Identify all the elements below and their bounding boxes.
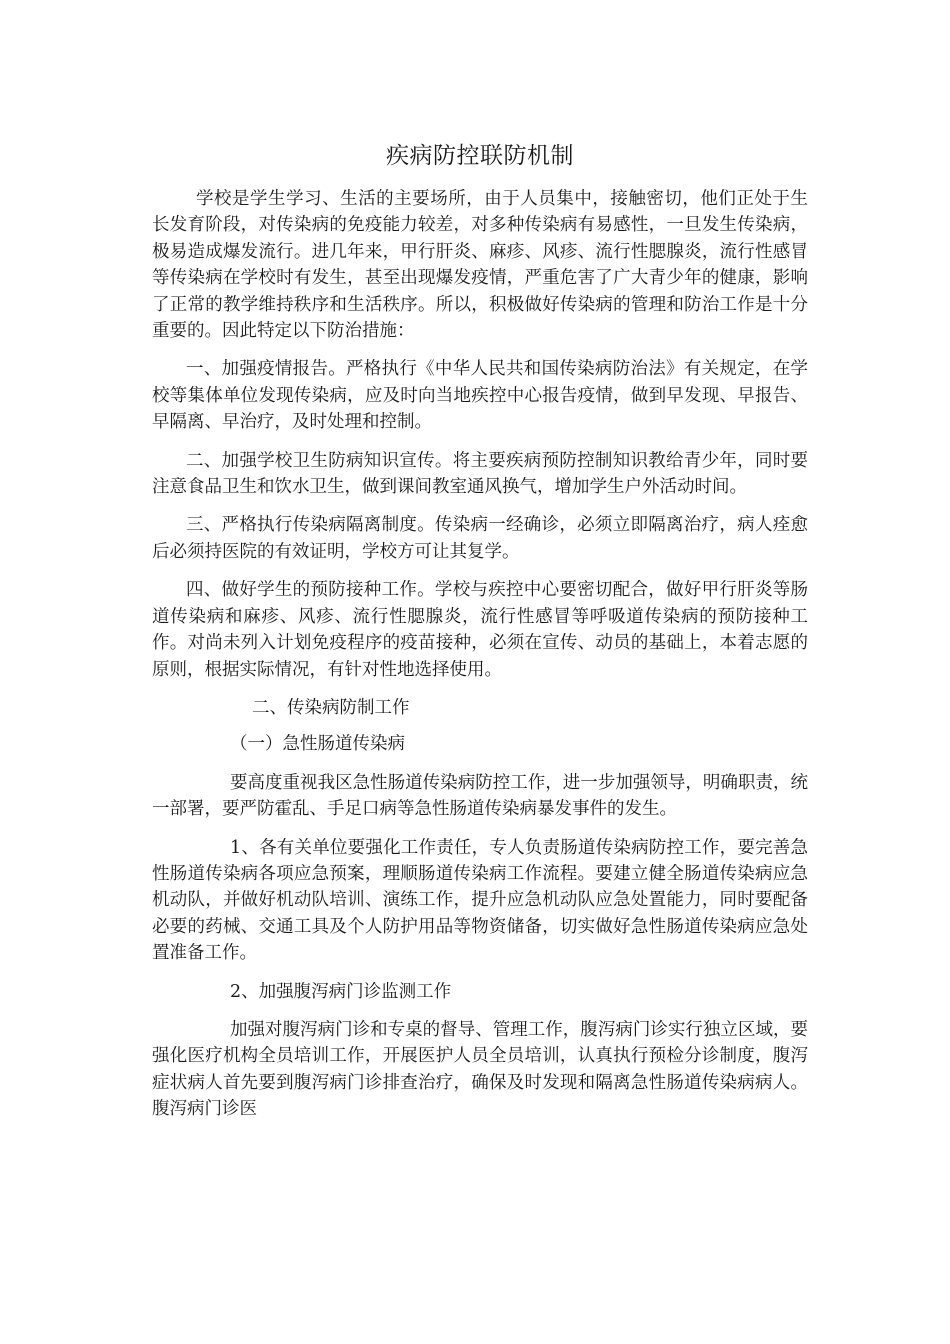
measure-4-paragraph: 四、做好学生的预防接种工作。学校与疾控中心要密切配合，做好甲行肝炎等肠道传染病和麻疹、风疹、流行性腮腺炎，流行性感冒等呼吸道传染病的预防接种工作。对尚未列入计划免疫程序的疫苗接种，必须在宣传、动员的基础上，本着志愿的原则，根据实际情况，有针对性地选择使用。: [152, 580, 808, 680]
subsection-1-heading: （一）急性肠道传染病: [230, 734, 405, 755]
measure-3-paragraph: 三、严格执行传染病隔离制度。传染病一经确诊，必须立即隔离治疗，病人痊愈后必须持医院的有效证明，学校方可让其复学。: [152, 515, 808, 562]
document-page: [152, 140, 808, 1135]
document-title: 疾病防控联防机制: [386, 143, 574, 169]
measure-1-paragraph: 一、加强疫情报告。严格执行《中华人民共和国传染病防治法》有关规定，在学校等集体单位发现传染病，应及时向当地疾控中心报告疫情，做到早发现、早报告、早隔离、早治疗，及时处理和控制。: [152, 359, 808, 433]
section-2-heading: 二、传染病防制工作: [252, 697, 410, 718]
item-2-paragraph: 加强对腹泻病门诊和专桌的督导、管理工作，腹泻病门诊实行独立区域，要强化医疗机构全员培训工作，开展医护人员全员培训，认真执行预检分诊制度，腹泻症状病人首先要到腹泻病门诊排查治疗，确保及时发现和隔离急性肠道传染病病人。腹泻病门诊医: [152, 1019, 808, 1120]
subsection-1-intro: 要高度重视我区急性肠道传染病防控工作，进一步加强领导，明确职责，统一部署，要严防霍乱、手足口病等急性肠道传染病暴发事件的发生。: [152, 772, 808, 820]
item-2-heading: 2、加强腹泻病门诊监测工作: [230, 981, 452, 1002]
item-1-paragraph: 1、各有关单位要强化工作责任，专人负责肠道传染病防控工作，要完善急性肠道传染病各项应急预案，理顺肠道传染病工作流程。要建立健全肠道传染病应急机动队，并做好机动队培训、演练工作，提升应急机动队应急处置能力，同时要配备必要的药械、交通工具及个人防护用品等物资储备，切实做好急性肠道传染病应急处置准备工作。: [152, 837, 808, 964]
measure-2-paragraph: 二、加强学校卫生防病知识宣传。将主要疾病预防控制知识教给青少年，同时要注意食品卫生和饮水卫生，做到课间教室通风换气，增加学生户外活动时间。: [152, 450, 808, 498]
intro-paragraph: 学校是学生学习、生活的主要场所，由于人员集中，接触密切，他们正处于生长发育阶段，对传染病的免疫能力较差，对多种传染病有易感性，一旦发生传染病，极易造成爆发流行。进几年来，甲行肝炎、麻疹、风疹、流行性腮腺炎，流行性感冒等传染病在学校时有发生，甚至出现爆发疫情，严重危害了广大青少年的健康，影响了正常的教学维持秩序和生活秩序。所以，积极做好传染病的管理和防治工作是十分重要的。因此特定以下防治措施：: [152, 189, 808, 342]
